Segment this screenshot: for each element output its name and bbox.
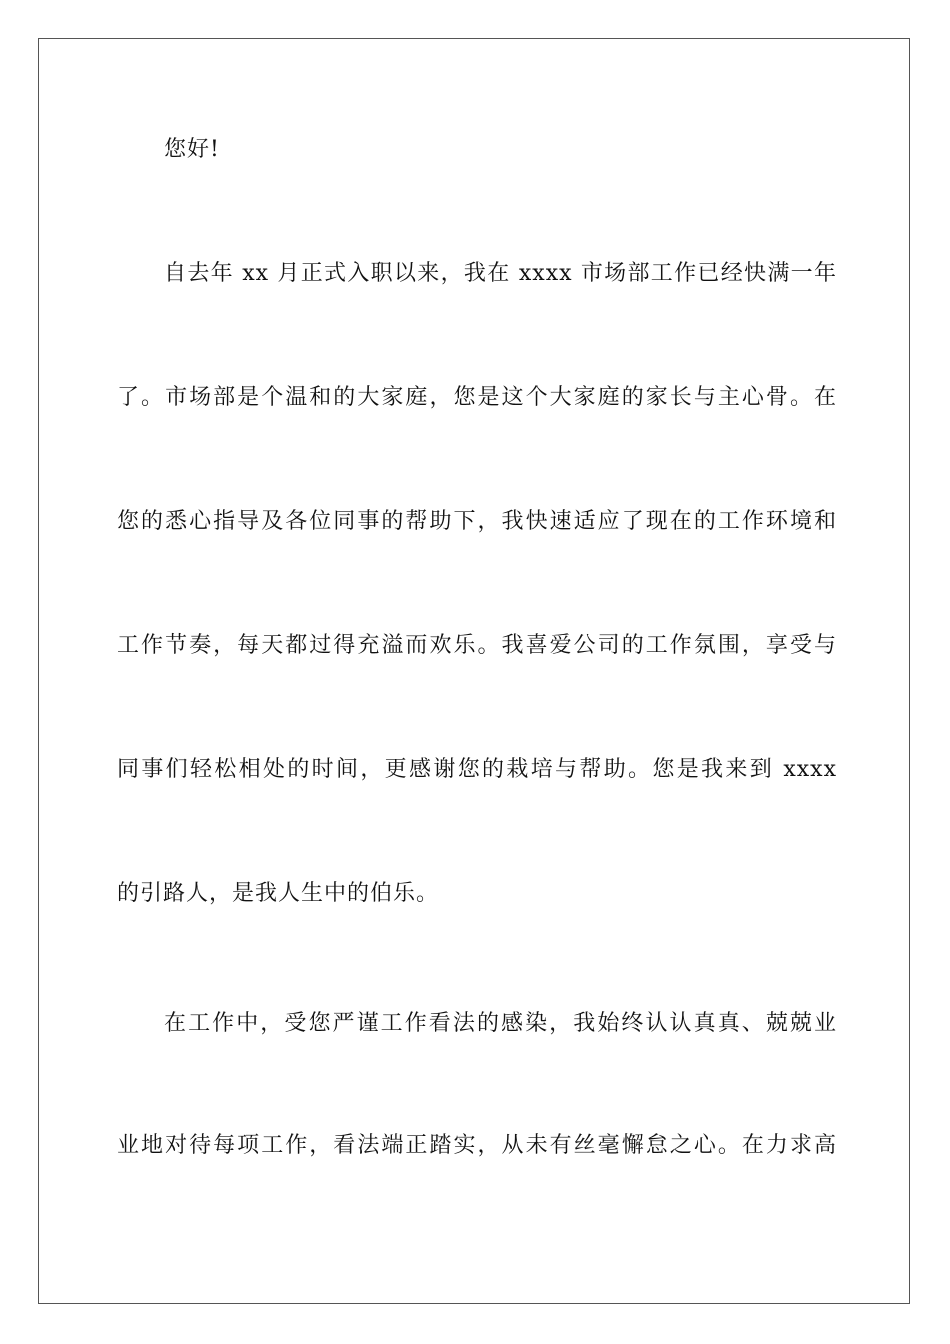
paragraph-1-line-1: 自去年 xx 月正式入职以来，我在 xxxx 市场部工作已经快满一年 xyxy=(164,261,837,286)
paragraph-1-line-6: 的引路人，是我人生中的伯乐。 xyxy=(117,881,440,906)
paragraph-2-line-2: 业地对待每项工作，看法端正踏实，从未有丝毫懈怠之心。在力求高 xyxy=(117,1133,837,1158)
page-frame xyxy=(38,38,910,1304)
paragraph-1-line-3: 您的悉心指导及各位同事的帮助下，我快速适应了现在的工作环境和 xyxy=(117,509,837,534)
paragraph-1-line-5: 同事们轻松相处的时间，更感谢您的栽培与帮助。您是我来到 xxxx xyxy=(117,757,837,782)
paragraph-2-line-1: 在工作中，受您严谨工作看法的感染，我始终认认真真、兢兢业 xyxy=(164,1011,837,1036)
paragraph-1-line-2: 了。市场部是个温和的大家庭，您是这个大家庭的家长与主心骨。在 xyxy=(117,385,837,410)
greeting-line: 您好! xyxy=(164,137,220,162)
paragraph-1-line-4: 工作节奏，每天都过得充溢而欢乐。我喜爱公司的工作氛围，享受与 xyxy=(117,633,837,658)
